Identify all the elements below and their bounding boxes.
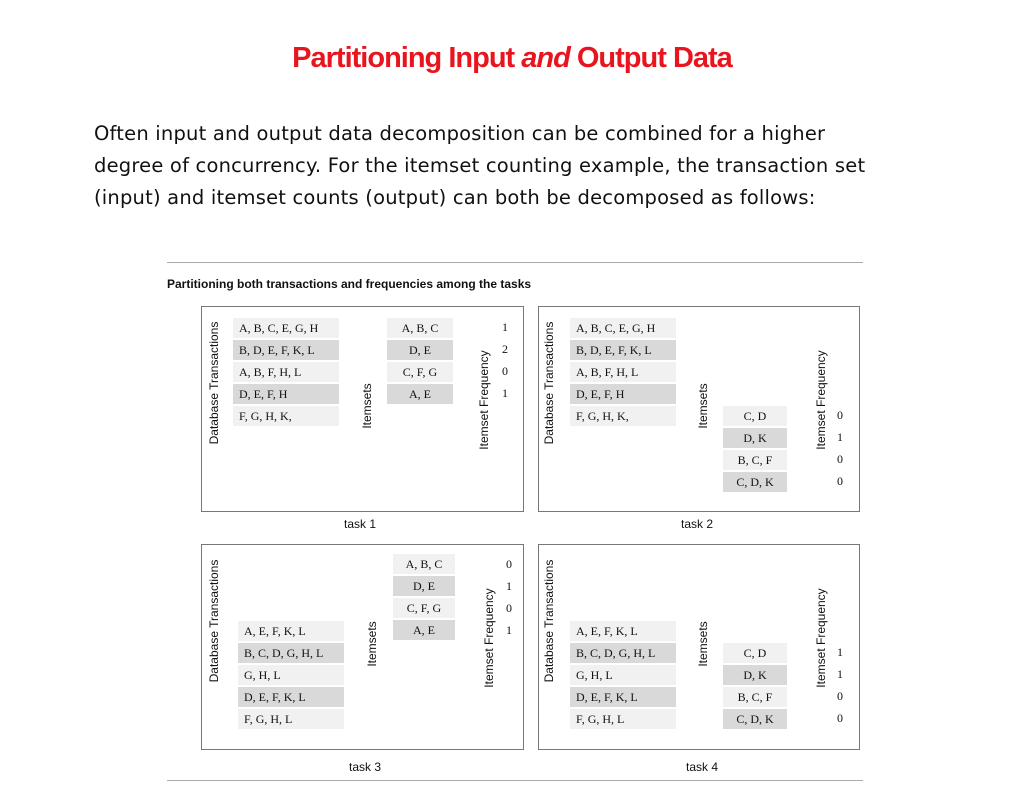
itemset-cell: A, E [387,384,453,404]
itemset-cell: D, E [393,576,455,596]
transaction-cell: F, G, H, L [238,709,344,729]
transaction-cell: A, B, F, H, L [233,362,339,382]
transaction-cell: B, D, E, F, K, L [233,340,339,360]
itemset-cell: C, F, G [387,362,453,382]
itemsets-axis-label: Itemsets [696,383,710,429]
transaction-cell: B, C, D, G, H, L [238,643,344,663]
figure-bottom-rule [167,780,863,781]
frequency-value: 1 [837,667,843,681]
itemset-cell: C, D, K [723,709,787,729]
task-label: task 3 [348,760,382,774]
itemset-cell: C, D [723,643,787,663]
frequency-value: 0 [837,408,843,422]
transaction-cell: D, E, F, K, L [570,687,676,707]
transaction-cell: D, E, F, H [570,384,676,404]
intro-line: (input) and itemset counts (output) can both be decomposed as follows: [94,186,816,209]
frequency-value: 0 [506,557,512,571]
frequency-value: 0 [837,452,843,466]
task-label: task 4 [685,760,719,774]
itemset-cell: D, E [387,340,453,360]
intro-paragraph [94,118,944,214]
transaction-cell: A, B, C, E, G, H [570,318,676,338]
transaction-cell: A, B, F, H, L [570,362,676,382]
transaction-cell: G, H, L [570,665,676,685]
frequency-value: 1 [502,320,508,334]
transactions-axis-label: Database Transactions [207,321,221,445]
task-label: task 1 [343,517,377,531]
itemset-cell: B, C, F [723,450,787,470]
transaction-cell: A, B, C, E, G, H [233,318,339,338]
frequency-value: 0 [837,474,843,488]
itemsets-axis-label: Itemsets [365,621,379,667]
frequency-value: 2 [502,342,508,356]
transaction-cell: D, E, F, H [233,384,339,404]
itemset-cell: D, K [723,428,787,448]
itemset-cell: B, C, F [723,687,787,707]
transaction-cell: A, E, F, K, L [238,621,344,641]
transaction-cell: B, D, E, F, K, L [570,340,676,360]
intro-line: degree of concurrency. For the itemset counting example, the transaction set [94,154,866,177]
itemsets-axis-label: Itemsets [696,621,710,667]
itemset-cell: A, B, C [393,554,455,574]
itemsets-axis-label: Itemsets [360,383,374,429]
transaction-cell: D, E, F, K, L [238,687,344,707]
frequency-value: 1 [837,645,843,659]
itemset-cell: D, K [723,665,787,685]
title-part-input: Partitioning Input [292,42,515,74]
task-label: task 2 [680,517,714,531]
frequency-value: 0 [506,601,512,615]
frequency-value: 0 [837,689,843,703]
title-part-output: Output Data [576,42,732,74]
frequency-value: 0 [837,711,843,725]
figure-caption: Partitioning both transactions and frequencies among the tasks [167,277,532,291]
transaction-cell: G, H, L [238,665,344,685]
itemset-cell: C, D [723,406,787,426]
figure-top-rule [167,262,863,263]
slide-title [0,42,1024,75]
intro-line: Often input and output data decomposition can be combined for a higher [94,122,826,145]
transaction-cell: A, E, F, K, L [570,621,676,641]
frequency-value: 1 [506,579,512,593]
transactions-axis-label: Database Transactions [207,559,221,683]
frequency-axis-label: Itemset Frequency [814,350,828,450]
transactions-axis-label: Database Transactions [542,559,556,683]
frequency-value: 1 [506,623,512,637]
frequency-axis-label: Itemset Frequency [482,588,496,688]
frequency-value: 1 [502,386,508,400]
transaction-cell: F, G, H, K, [233,406,339,426]
transaction-cell: B, C, D, G, H, L [570,643,676,663]
frequency-axis-label: Itemset Frequency [814,588,828,688]
frequency-value: 1 [837,430,843,444]
itemset-cell: C, F, G [393,598,455,618]
itemset-cell: A, B, C [387,318,453,338]
frequency-axis-label: Itemset Frequency [477,350,491,450]
title-part-and: and [521,42,570,74]
itemset-cell: C, D, K [723,472,787,492]
transaction-cell: F, G, H, K, [570,406,676,426]
itemset-cell: A, E [393,620,455,640]
transaction-cell: F, G, H, L [570,709,676,729]
transactions-axis-label: Database Transactions [542,321,556,445]
frequency-value: 0 [502,364,508,378]
